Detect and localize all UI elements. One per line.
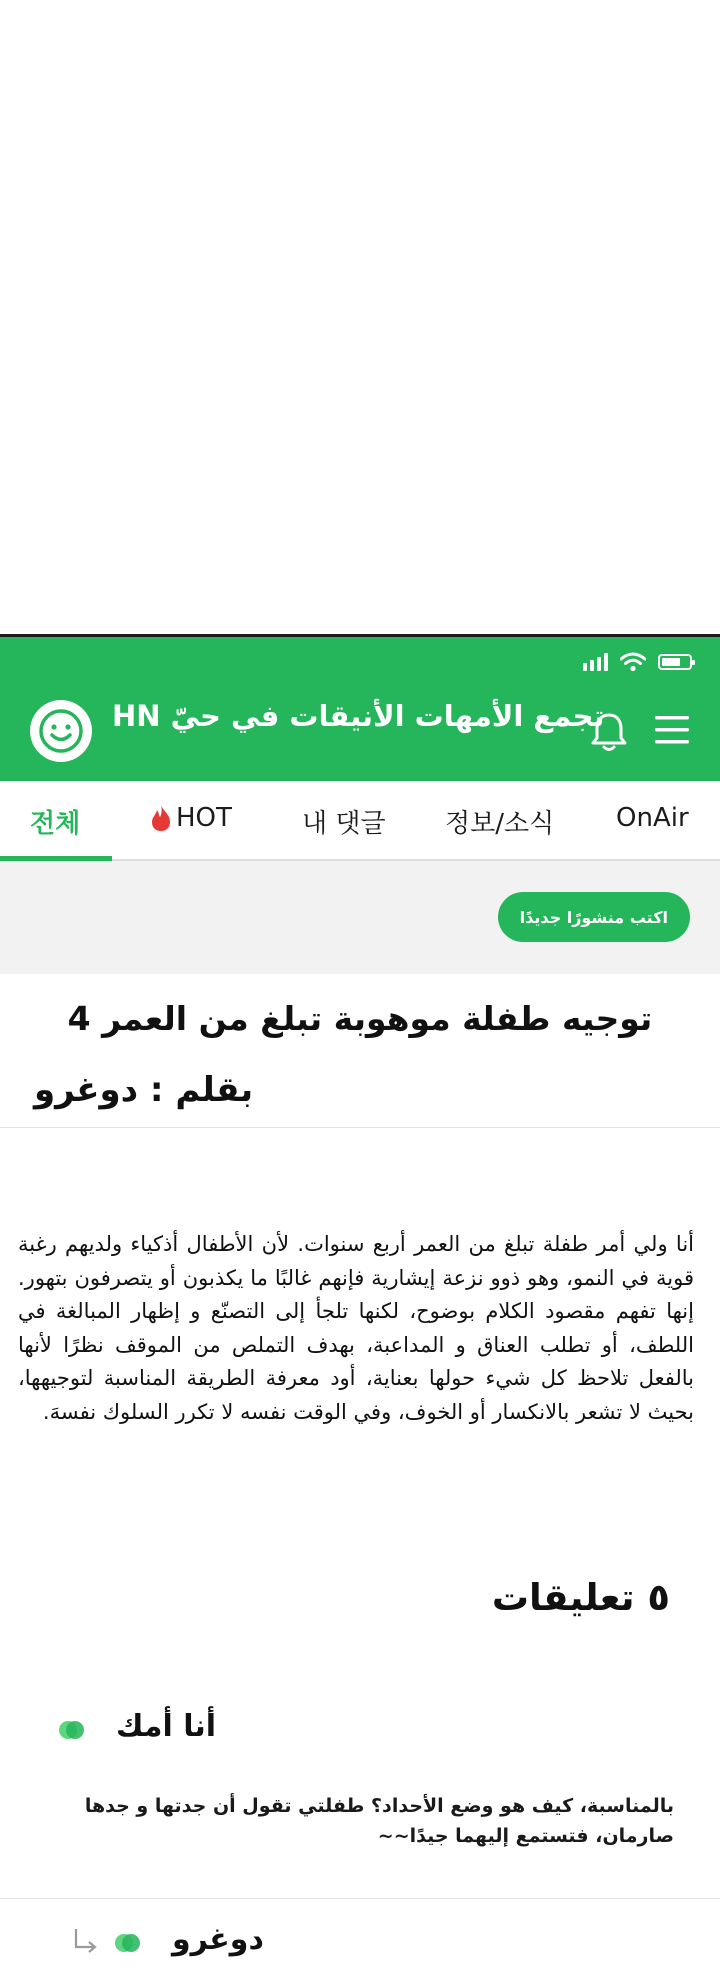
battery-icon	[658, 654, 692, 670]
comments-heading: ٥ تعليقات	[491, 1576, 670, 1619]
tab-all[interactable]: 전체	[30, 809, 81, 839]
blank-area	[0, 0, 720, 634]
tab-hot-label: HOT	[176, 803, 232, 833]
app-title: HN تجمع الأمهات الأنيقات في حيّ	[112, 699, 605, 733]
comment-author[interactable]: أنا أمك	[116, 1709, 217, 1744]
wifi-icon	[620, 652, 646, 672]
hamburger-menu-icon[interactable]	[654, 713, 690, 747]
write-post-bar	[0, 861, 720, 974]
post-title: توجيه طفلة موهوبة تبلغ من العمر 4	[67, 999, 653, 1038]
bell-icon[interactable]	[588, 710, 630, 754]
tab-info-news[interactable]: 정보/소식	[445, 809, 555, 839]
reply-arrow-icon	[72, 1927, 100, 1955]
comment-text: بالمناسبة، كيف هو وضع الأحداد؟ طفلتي تقول أن جدتها و جدها صارمان، فتستمع إليهما جيدًا~~	[84, 1795, 674, 1847]
reply-author[interactable]: دوغرو	[172, 1922, 264, 1957]
tab-hot[interactable]	[150, 803, 232, 833]
tab-my-comments[interactable]: 내 댓글	[302, 809, 386, 839]
tab-bar	[0, 781, 720, 861]
divider	[0, 1898, 720, 1899]
post-body: أنا ولي أمر طفلة تبلغ من العمر أربع سنوات. لأن الأطفال أذكياء ولديهم رغبة قوية في النمو، وهو ذوو نزعة إيشارية فإنهم غالبًا ما يكذبون أو يتصرفون بتهور. إنها تفهم مقصود الكلام بوضوح، لكنها تلجأ إلى التصنّع و إظهار المبالغة في اللطف، أو تطلب العناق و المداعبة، بهدف التملص من الموقف نظرًا لأنها بالفعل تلاحظ كل شيء حولها بعناية، أود معرفة الطريقة المناسبة لتوجيهها، بحيث لا تشعر بالانكسار أو الخوف، وفي الوقت نفسه لا تكرر السلوك نفسهَ.	[18, 1232, 694, 1424]
signal-icon	[583, 653, 608, 671]
divider	[0, 1127, 720, 1128]
status-bar	[583, 651, 692, 673]
smiley-avatar-icon[interactable]	[30, 700, 92, 762]
tab-onair[interactable]: OnAir	[616, 803, 689, 833]
fire-icon	[150, 804, 172, 832]
app-header	[0, 637, 720, 781]
comment-avatar-icon	[114, 1931, 142, 1955]
post-author: بقلم : دوغرو	[34, 1070, 254, 1110]
comment-avatar-icon	[58, 1718, 86, 1742]
write-new-post-button[interactable]: اكتب منشورًا جديدًا	[498, 892, 690, 942]
